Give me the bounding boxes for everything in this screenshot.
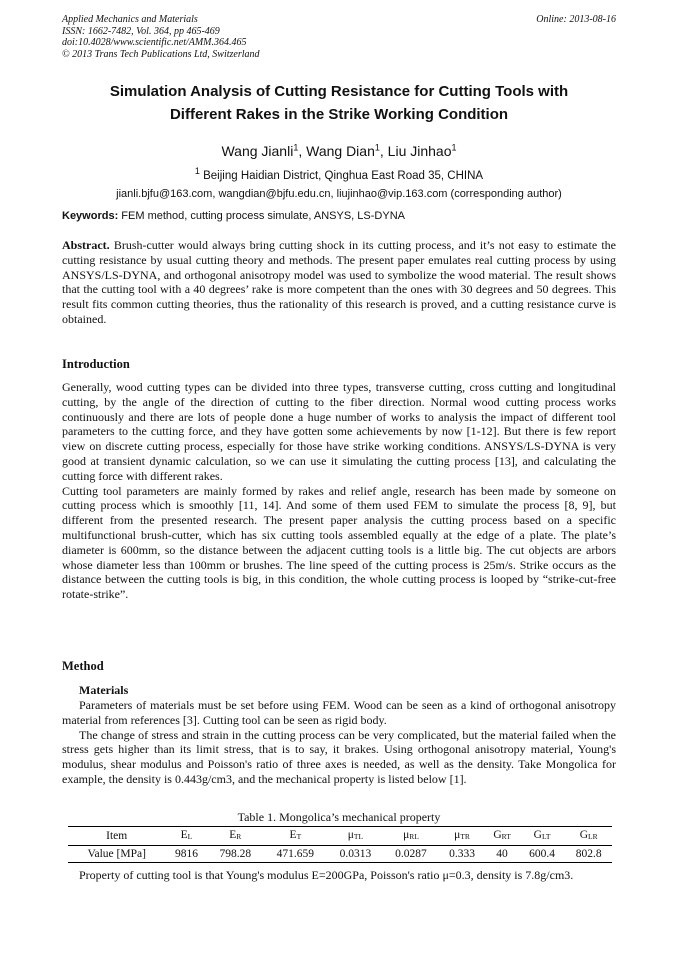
abstract: [62, 238, 616, 327]
journal-issn: ISSN: 1662-7482, Vol. 364, pp 465-469: [62, 25, 220, 37]
author-emails: jianli.bjfu@163.com, wangdian@bjfu.edu.cn, liujinhao@vip.163.com (corresponding author): [116, 188, 562, 200]
table-cell: 0.333: [439, 846, 486, 863]
author: Liu Jinhao$^1$: [387, 142, 457, 159]
table-header-cell: ET: [263, 827, 328, 846]
author: Wang Dian$^1$,: [306, 142, 388, 159]
method-heading: Method: [62, 659, 104, 673]
online-date: Online: 2013-08-16: [536, 14, 616, 25]
table-cell: 600.4: [519, 846, 566, 863]
paragraph: The change of stress and strain in the cutting process can be very complicated, but the material failed when the stress gets higher than its limit stress, that is to say, it brakes. Using orthogonal anisotropy material, Young's modulus, shear modulus and Poisson's ratio of three axes is needed, as well as the density. Take Mongolica for example, the density is 0.443g/cm3, and the mechanical property is listed below [1].: [62, 727, 616, 786]
table-header-cell: μTR: [439, 827, 486, 846]
table-caption: Table 1. Mongolica’s mechanical property: [237, 810, 441, 824]
title-line-2: Different Rakes in the Strike Working Condition: [169, 106, 509, 123]
method-body: [62, 698, 616, 787]
author-list: [62, 138, 616, 160]
table-cell: 0.0287: [383, 846, 439, 863]
table-header-row: [68, 827, 612, 846]
keywords: [62, 209, 616, 223]
materials-subheading: Materials: [79, 683, 129, 697]
journal-name: Applied Mechanics and Materials: [62, 14, 198, 25]
title-line-1: Simulation Analysis of Cutting Resistance for Cutting Tools with: [109, 83, 569, 100]
table-cell: 802.8: [565, 846, 612, 863]
paragraph: Parameters of materials must be set before using FEM. Wood can be seen as a kind of orthogonal anisotropy material from references [3]. Cutting tool can be seen as rigid body.: [62, 698, 616, 727]
journal-header: [62, 14, 260, 60]
table-header-cell: GLT: [519, 827, 566, 846]
mechanical-property-table: [68, 826, 612, 863]
table-cell: 0.0313: [328, 846, 384, 863]
paragraph: Property of cutting tool is that Young's modulus E=200GPa, Poisson's ratio μ=0.3, density is 7.8g/cm3.: [79, 868, 574, 882]
table-cell: 471.659: [263, 846, 328, 863]
introduction-heading: Introduction: [62, 357, 130, 371]
journal-copyright: © 2013 Trans Tech Publications Ltd, Switzerland: [62, 48, 260, 60]
table-header-cell: Item: [68, 827, 165, 846]
paragraph: Cutting tool parameters are mainly formed by rakes and relief angle, research has been made by someone on cutting process which is smoothly [11, 14]. And some of them used FEM to simulate the process [8, 9], but different from the presented research. The present paper analysis the cutting process based on a specific multifunctional brush-cutter, which has six cutting tools assembled equally at the edge of a plate. The plate’s diameter is 600mm, so the distance between the adjacent cutting tools is a little big. The cut objects are arbors whose diameter less than 100mm or brushes. The line speed of the cutting process is 25m/s. Strike occurs as the distance between the cutting tools is big, in this condition, the whole cutting process is looped by “strike-cut-free rotate-strike”.: [62, 483, 616, 602]
introduction-body: [62, 380, 616, 602]
table-header-cell: GLR: [565, 827, 612, 846]
table-header-cell: μRL: [383, 827, 439, 846]
abstract-label: Abstract.: [62, 238, 110, 252]
abstract-text: Brush-cutter would always bring cutting shock in its cutting process, and it’s not easy to estimate the cutting resistance by usual cutting theory and methods. The present paper emulates real cutting process by using ANSYS/LS-DYNA, and orthogonal anisotropy model was used to symbolize the wood material. The result shows that the cutting tool with a 40 degrees’ rake is more competent than the ones with 30 degrees and 50 degrees. This result fits common cutting theories, thus the rationality of this research is proved, and a cutting resistance curve is obtained.: [62, 238, 616, 326]
table-header-cell: EL: [165, 827, 207, 846]
method-body-continued: [62, 868, 616, 883]
keywords-label: Keywords:: [62, 210, 119, 222]
paragraph: Generally, wood cutting types can be divided into three types, transverse cutting, cross cutting and longitudinal cutting, by the angle of the direction of cutting to the fiber direction. Normal wood cutting process works continuously and there are lots of people done a huge number of works to analysis the impact of different tool parameters to the cutting force, and they have gotten some achievements by now [1-12]. But there is few report view on discrete cutting process, especially for those have strike working conditions. ANSYS/LS-DYNA is very good at transient dynamic calculation, so we can use it simulating the cutting process [13], and calculating the cutting force with different rakes.: [62, 380, 616, 483]
journal-doi: doi:10.4028/www.scientific.net/AMM.364.465: [62, 37, 247, 48]
table-row: [68, 846, 612, 863]
keywords-text: FEM method, cutting process simulate, ANSYS, LS-DYNA: [118, 210, 405, 222]
table-header-cell: GRT: [485, 827, 518, 846]
table-cell: 40: [485, 846, 518, 863]
table-cell: Value [MPa]: [68, 846, 165, 863]
table-header-cell: ER: [208, 827, 264, 846]
table-cell: 9816: [165, 846, 207, 863]
table-cell: 798.28: [208, 846, 264, 863]
paper-title: [62, 80, 616, 126]
affiliation: $^1$ Beijing Haidian District, Qinghua East Road 35, CHINA: [194, 166, 484, 182]
author: Wang Jianli$^1$,: [221, 142, 307, 159]
table-header-cell: μTL: [328, 827, 384, 846]
